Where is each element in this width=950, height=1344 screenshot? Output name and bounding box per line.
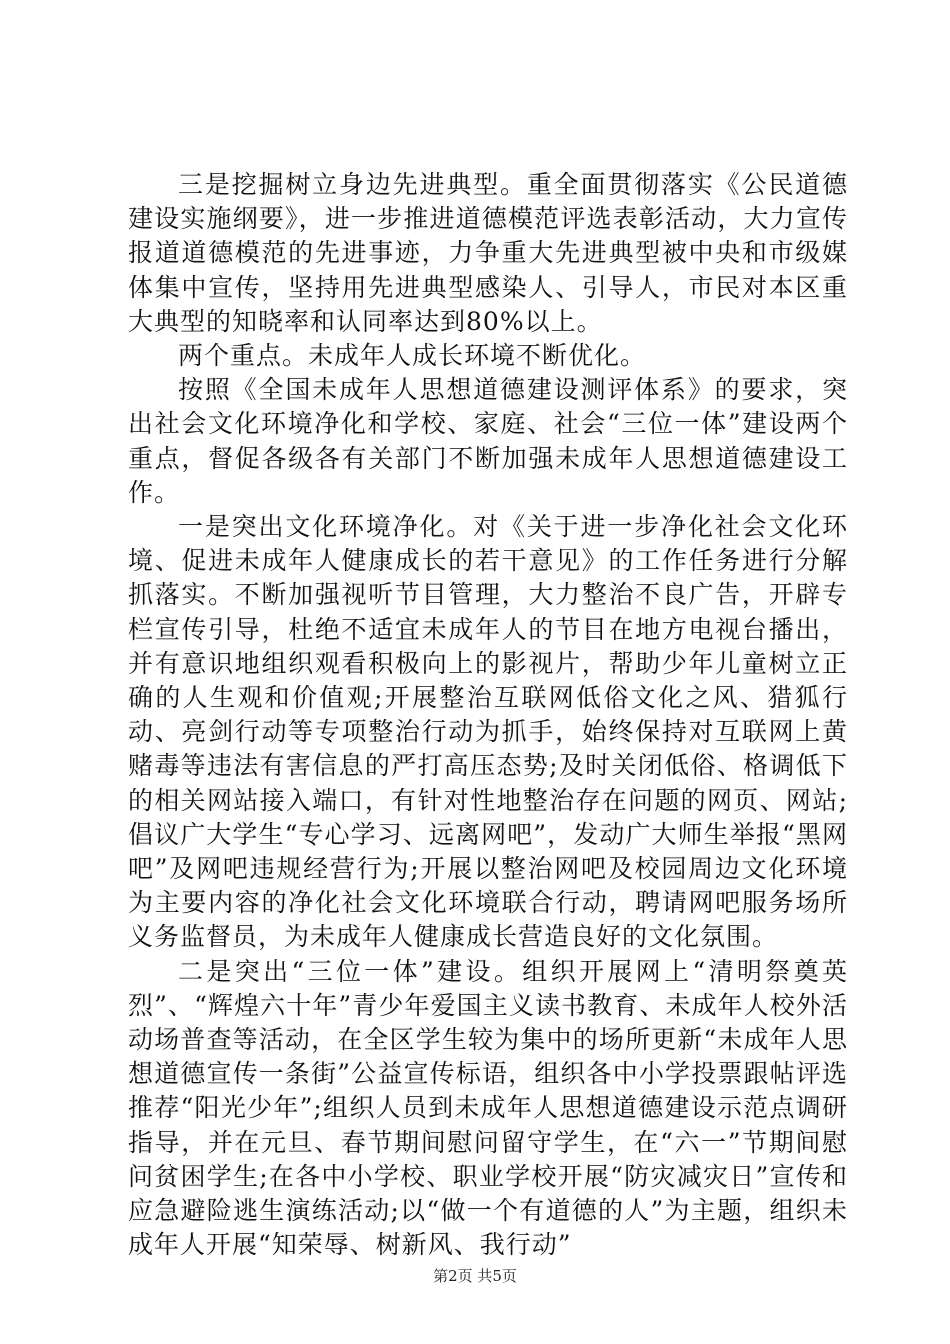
paragraph-two-priorities: 两个重点。未成年人成长环境不断优化。 [178,341,647,371]
paragraph-evaluation-system: 按照《全国未成年人思想道德建设测评体系》的要求，突出社会文化环境净化和学校、家庭、社会“三位一体”建设两个重点，督促各级各有关部门不断加强未成年人思想道德建设工作。 [128,375,848,507]
paragraph-three-in-one: 二是突出“三位一体”建设。组织开展网上“清明祭奠英烈”、“辉煌六十年”青少年爱国主义读书教育、未成年人校外活动场普查等活动，在全区学生较为集中的场所更新“未成年人思想道德宣传一条街”公益宣传标语，组织各中小学投票跟帖评选推荐“阳光少年”;组织人员到未成年人思想道德建设示范点调研指导，并在元旦、春节期间慰问留守学生，在“六一”节期间慰问贫困学生;在各中小学校、职业学校开展“防灾减灾日”宣传和应急避险逃生演练活动;以“做一个有道德的人”为主题，组织未成年人开展“知荣辱、树新风、我行动” [128,956,848,1260]
paragraph-cultural-purification: 一是突出文化环境净化。对《关于进一步净化社会文化环境、促进未成年人健康成长的若干意见》的工作任务进行分解抓落实。不断加强视听节目管理，大力整治不良广告，开辟专栏宣传引导，杜绝不适宜未成年人的节目在地方电视台播出，并有意识地组织观看积极向上的影视片，帮助少年儿童树立正确的人生观和价值观;开展整治互联网低俗文化之风、猎狐行动、亮剑行动等专项整治行动为抓手，始终保持对互联网上黄赌毒等违法有害信息的严打高压态势;及时关闭低俗、格调低下的相关网站接入端口，有针对性地整治存在问题的网页、网站;倡议广大学生“专心学习、远离网吧”，发动广大师生举报“黑网吧”及网吧违规经营行为;开展以整治网吧及校园周边文化环境为主要内容的净化社会文化环境联合行动，聘请网吧服务场所义务监督员，为未成年人健康成长营造良好的文化氛围。 [128,512,848,952]
page-footer: 第2页 共5页 [433,1267,517,1285]
document-body [128,168,848,1263]
paragraph-advanced-models: 三是挖掘树立身边先进典型。重全面贯彻落实《公民道德建设实施纲要》，进一步推进道德模范评选表彰活动，大力宣传报道道德模范的先进事迹，力争重大先进典型被中央和市级媒体集中宣传，坚持用先进典型感染人、引导人，市民对本区重大典型的知晓率和认同率达到80%以上。 [128,170,848,336]
